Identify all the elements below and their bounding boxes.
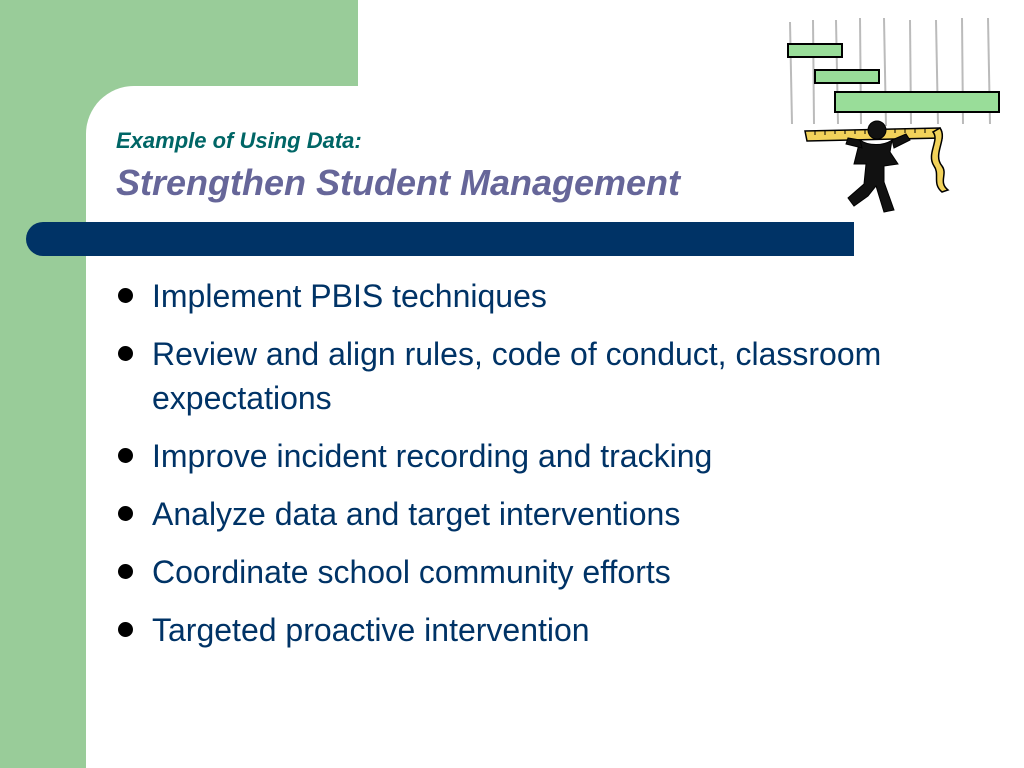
gantt-chart-person-carrying-ruler-icon (780, 14, 1010, 224)
bullet-text: Review and align rules, code of conduct, classroom expectations (152, 336, 882, 416)
bullet-dot-icon (118, 346, 133, 361)
bullet-item (116, 492, 996, 536)
bullet-text: Implement PBIS techniques (152, 278, 547, 314)
bullet-text: Coordinate school community efforts (152, 554, 671, 590)
bullet-dot-icon (118, 288, 133, 303)
bullet-dot-icon (118, 564, 133, 579)
bullet-text: Targeted proactive intervention (152, 612, 590, 648)
bullet-dot-icon (118, 448, 133, 463)
bullet-text: Analyze data and target interventions (152, 496, 681, 532)
bullet-dot-icon (118, 506, 133, 521)
title-divider-bar (26, 222, 854, 256)
bullet-item (116, 608, 996, 652)
bullet-item (116, 550, 996, 594)
bullet-item (116, 274, 996, 318)
slide-subtitle: Example of Using Data: (116, 128, 362, 153)
bullet-item (116, 332, 996, 420)
slide-title: Strengthen Student Management (116, 162, 681, 203)
bullet-dot-icon (118, 622, 133, 637)
bullet-list (116, 274, 996, 666)
bullet-item (116, 434, 996, 478)
bullet-text: Improve incident recording and tracking (152, 438, 713, 474)
